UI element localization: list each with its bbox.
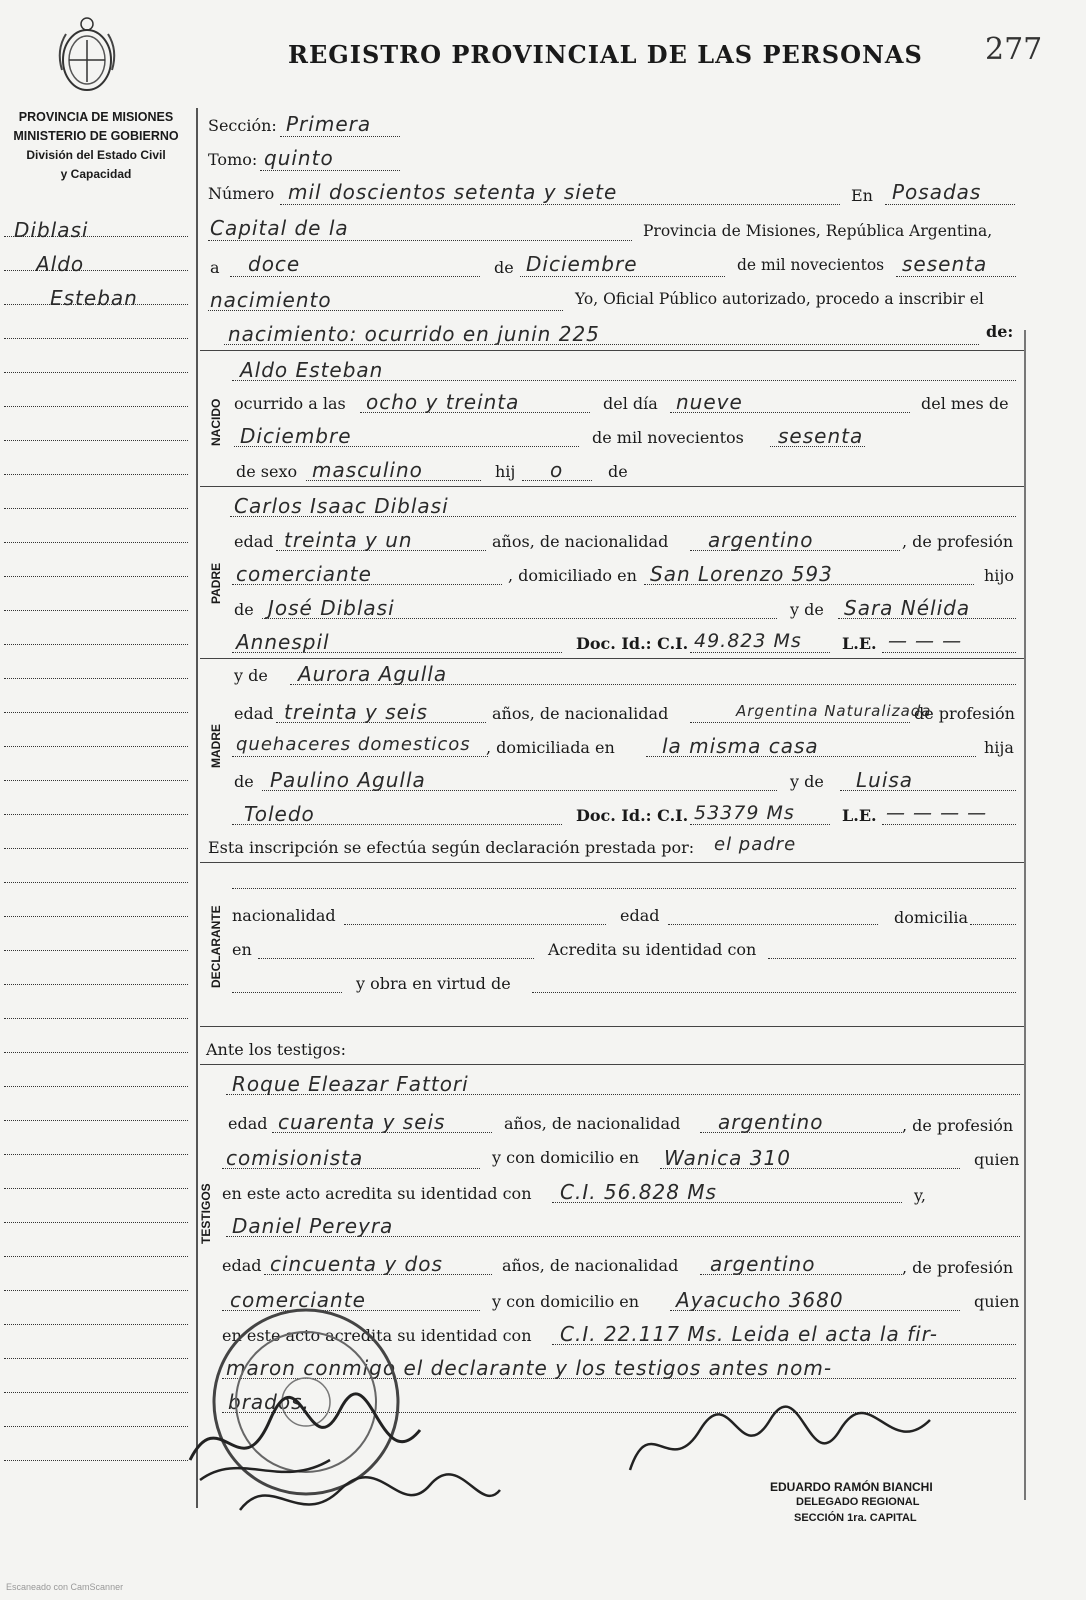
year-value: sesenta bbox=[902, 252, 988, 276]
margin-name-1: Aldo bbox=[36, 252, 85, 276]
ocurrido-label: ocurrido a las bbox=[234, 394, 346, 413]
t2-prof-label: , de profesión bbox=[902, 1258, 1014, 1277]
official-text: Yo, Oficial Público autorizado, procedo a inscribir el bbox=[575, 290, 984, 308]
padre-nacionalidad: argentino bbox=[708, 528, 814, 552]
numero-value: mil doscientos setenta y siete bbox=[288, 180, 618, 204]
madre-le-value: — — — — bbox=[886, 802, 988, 824]
declarante-dom-label: domicilia bbox=[894, 908, 969, 927]
madre-prof-label: de profesión bbox=[914, 704, 1015, 723]
del-mes-label: del mes de bbox=[921, 394, 1009, 413]
frame-left-rule bbox=[196, 108, 198, 1508]
a-label: a bbox=[210, 258, 220, 277]
madre-doc-label: Doc. Id.: C.I. bbox=[576, 806, 689, 825]
t1-y-label: y, bbox=[914, 1186, 926, 1205]
madre-edad-label: edad bbox=[234, 704, 274, 723]
en-label: En bbox=[851, 186, 873, 205]
declarante-edad-label: edad bbox=[620, 906, 660, 925]
padre-doc-label: Doc. Id.: C.I. bbox=[576, 634, 689, 653]
madre-edad-value: treinta y seis bbox=[284, 700, 428, 724]
document-title: REGISTRO PROVINCIAL DE LAS PERSONAS bbox=[288, 40, 923, 69]
madre-hija-label: hija bbox=[984, 738, 1014, 757]
seccion-value: Primera bbox=[286, 112, 372, 136]
padre-de-label: de bbox=[234, 600, 254, 619]
frame-right-rule bbox=[1024, 330, 1026, 1500]
madre-y-de2-label: y de bbox=[790, 772, 824, 791]
act-type-value: nacimiento bbox=[210, 288, 332, 312]
official-signature bbox=[620, 1400, 940, 1490]
t1-nacionalidad: argentino bbox=[718, 1110, 824, 1134]
closing-line-2: brados. bbox=[228, 1390, 310, 1414]
madre-doc-value: 53379 Ms bbox=[694, 802, 795, 824]
de-colon-label: de: bbox=[986, 322, 1014, 341]
city-value: Posadas bbox=[892, 180, 982, 204]
madre-y-de-label: y de bbox=[234, 666, 268, 685]
t1-doc: C.I. 56.828 Ms bbox=[560, 1180, 717, 1204]
t2-nacionalidad: argentino bbox=[710, 1252, 816, 1276]
ministry-label: MINISTERIO DE GOBIERNO bbox=[13, 129, 179, 143]
sexo-value: masculino bbox=[312, 458, 423, 482]
numero-label: Número bbox=[208, 184, 275, 203]
declarante-acredita-label: Acredita su identidad con bbox=[548, 940, 757, 959]
madre-name: Aurora Agulla bbox=[298, 662, 448, 686]
nacido-name: Aldo Esteban bbox=[240, 358, 384, 382]
anio-value: sesenta bbox=[778, 424, 864, 448]
province-text: Provincia de Misiones, República Argentina, bbox=[643, 222, 993, 240]
mes-value: Diciembre bbox=[240, 424, 352, 448]
padre-edad-value: treinta y un bbox=[284, 528, 413, 552]
madre-dom-label: , domiciliada en bbox=[486, 738, 615, 757]
t1-domicilio: Wanica 310 bbox=[664, 1146, 791, 1170]
declarante-en-label: en bbox=[232, 940, 252, 959]
declarante-obra-label: y obra en virtud de bbox=[356, 974, 511, 993]
t2-edad-value: cincuenta y dos bbox=[270, 1252, 443, 1276]
nacido-de-label: de bbox=[608, 462, 628, 481]
t1-prof-label: , de profesión bbox=[902, 1116, 1014, 1135]
month-value: Diciembre bbox=[526, 252, 638, 276]
province-label: PROVINCIA DE MISIONES bbox=[18, 110, 174, 124]
page-number: 277 bbox=[985, 32, 1043, 67]
testigos-intro: Ante los testigos: bbox=[206, 1040, 347, 1059]
madre-domicilio: la misma casa bbox=[662, 734, 819, 758]
t2-profesion: comerciante bbox=[230, 1288, 366, 1312]
declarante-intro: Esta inscripción se efectúa según declaración prestada por: bbox=[208, 838, 695, 857]
madre-nac-label: años, de nacionalidad bbox=[492, 704, 669, 723]
padre-edad-label: edad bbox=[234, 532, 274, 551]
margin-surname: Diblasi bbox=[14, 218, 89, 242]
padre-nac-label: años, de nacionalidad bbox=[492, 532, 669, 551]
t2-nac-label: años, de nacionalidad bbox=[502, 1256, 679, 1275]
sexo-label: de sexo bbox=[236, 462, 298, 481]
capital-value: Capital de la bbox=[210, 216, 349, 240]
padre-doc-value: 49.823 Ms bbox=[694, 630, 802, 652]
padre-y-de-label: y de bbox=[790, 600, 824, 619]
division-label: División del Estado Civil bbox=[26, 148, 166, 162]
official-section: SECCIÓN 1ra. CAPITAL bbox=[794, 1512, 917, 1524]
padre-profesion: comerciante bbox=[236, 562, 372, 586]
hij-suffix: o bbox=[550, 458, 564, 482]
hij-label: hij bbox=[495, 462, 516, 481]
t1-name: Roque Eleazar Fattori bbox=[232, 1072, 469, 1096]
padre-padre-de: José Diblasi bbox=[268, 596, 395, 620]
madre-section-label: MADRE bbox=[209, 724, 223, 768]
t2-doc: C.I. 22.117 Ms. Leida el acta la fir- bbox=[560, 1322, 939, 1346]
year-label: de mil novecientos bbox=[737, 256, 885, 274]
padre-le-label: L.E. bbox=[842, 634, 877, 653]
hora-value: ocho y treinta bbox=[366, 390, 520, 414]
declarante-por: el padre bbox=[714, 834, 797, 855]
t2-edad-label: edad bbox=[222, 1256, 262, 1275]
official-role: DELEGADO REGIONAL bbox=[796, 1496, 920, 1508]
detail-value: nacimiento: ocurrido en junin 225 bbox=[228, 322, 600, 346]
t2-name: Daniel Pereyra bbox=[232, 1214, 394, 1238]
padre-madre-de-cont: Annespil bbox=[236, 630, 330, 654]
capacity-label: y Capacidad bbox=[60, 167, 132, 181]
del-dia-label: del día bbox=[603, 394, 658, 413]
madre-nacionalidad: Argentina Naturalizada bbox=[736, 702, 932, 720]
padre-madre-de: Sara Nélida bbox=[844, 596, 971, 620]
seccion-label: Sección: bbox=[208, 116, 277, 135]
official-name: EDUARDO RAMÓN BIANCHI bbox=[770, 1480, 933, 1494]
de-label: de bbox=[494, 258, 514, 277]
madre-de-label: de bbox=[234, 772, 254, 791]
tomo-value: quinto bbox=[264, 146, 334, 170]
dia-value: nueve bbox=[676, 390, 743, 414]
closing-line-1: maron conmigo el declarante y los testigos antes nom- bbox=[226, 1356, 833, 1380]
madre-madre-de-cont: Toledo bbox=[244, 802, 315, 826]
t1-profesion: comisionista bbox=[226, 1146, 364, 1170]
coat-of-arms-logo bbox=[52, 10, 122, 102]
t2-acredita-label: en este acto acredita su identidad con bbox=[222, 1326, 532, 1345]
left-header-block bbox=[4, 108, 188, 184]
madre-le-label: L.E. bbox=[842, 806, 877, 825]
margin-name-2: Esteban bbox=[50, 286, 138, 310]
tomo-label: Tomo: bbox=[208, 150, 258, 169]
t1-acredita-label: en este acto acredita su identidad con bbox=[222, 1184, 532, 1203]
t1-dom-label: y con domicilio en bbox=[492, 1148, 640, 1167]
scanner-watermark: Escaneado con CamScanner bbox=[6, 1582, 124, 1592]
padre-dom-label: , domiciliado en bbox=[508, 566, 637, 585]
padre-domicilio: San Lorenzo 593 bbox=[650, 562, 833, 586]
padre-le-value: — — — bbox=[888, 630, 963, 652]
padre-name: Carlos Isaac Diblasi bbox=[234, 494, 449, 518]
t1-edad-label: edad bbox=[228, 1114, 268, 1133]
day-value: doce bbox=[248, 252, 301, 276]
madre-profesion: quehaceres domesticos bbox=[236, 734, 471, 755]
padre-section-label: PADRE bbox=[209, 562, 223, 604]
t2-domicilio: Ayacucho 3680 bbox=[676, 1288, 844, 1312]
declarante-nac-label: nacionalidad bbox=[232, 906, 336, 925]
testigos-section-label: TESTIGOS bbox=[199, 1183, 213, 1244]
declarante-section-label: DECLARANTE bbox=[209, 905, 223, 988]
t2-dom-label: y con domicilio en bbox=[492, 1292, 640, 1311]
witness-signature bbox=[230, 1460, 510, 1540]
padre-hijo-label: hijo bbox=[984, 566, 1015, 585]
padre-prof-label: , de profesión bbox=[902, 532, 1014, 551]
t1-nac-label: años, de nacionalidad bbox=[504, 1114, 681, 1133]
madre-madre-de: Luisa bbox=[856, 768, 914, 792]
t1-quien-label: quien bbox=[974, 1150, 1020, 1169]
t2-quien-label: quien bbox=[974, 1292, 1020, 1311]
madre-padre-de: Paulino Agulla bbox=[270, 768, 426, 792]
nacido-section-label: NACIDO bbox=[209, 398, 223, 446]
mil-label: de mil novecientos bbox=[592, 428, 744, 447]
t1-edad-value: cuarenta y seis bbox=[278, 1110, 446, 1134]
